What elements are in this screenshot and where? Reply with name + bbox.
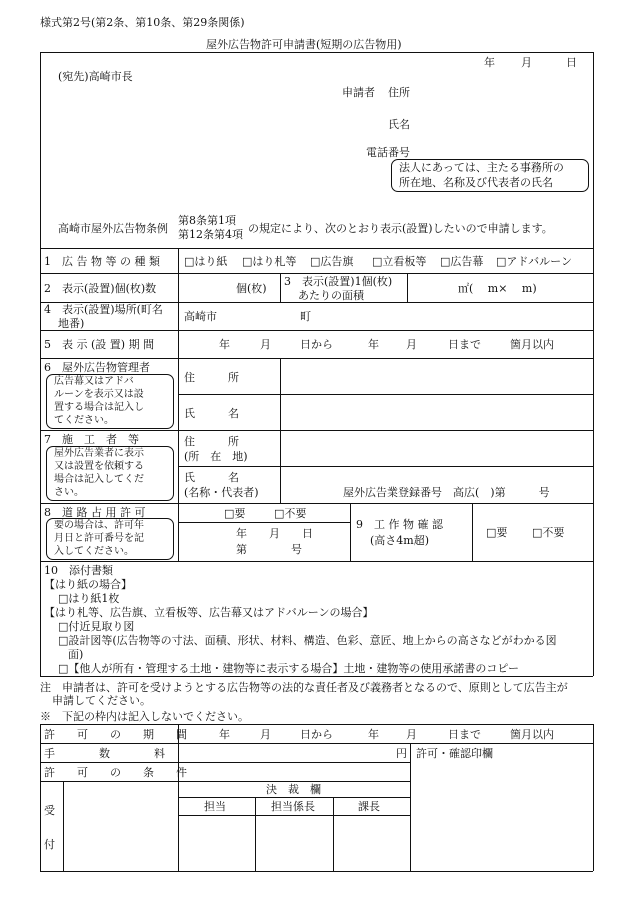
corp-note-line2: 所在地、名称及び代表者の氏名 [399,176,553,189]
office-staff-label: 担当 [204,800,226,813]
item8-note-line: 要の場合は、許可年 [54,520,144,531]
ordinance-name: 高崎市屋外広告物条例 [58,222,168,235]
item8-date: 年 月 日 [236,527,313,540]
row-line [40,330,593,331]
item8-required[interactable]: □要 [224,507,246,520]
applicant-name-label: 氏名 [388,118,410,131]
item6-name-label: 氏 名 [184,407,239,420]
ordinance-article-1: 第8条第1項 [178,214,236,227]
item3-value: ㎡( m× m) [458,282,537,295]
item1-option-tatekanban[interactable]: □立看板等 [372,255,427,268]
item6-address-label: 住 所 [184,371,239,384]
office-period-label: 許 可 の 期 間 [44,728,187,741]
office-period-from: 日から [300,728,333,741]
office-receipt-1: 受 [44,804,55,817]
note-line-2: 申請してください。 [52,694,151,707]
office-period-until: 日まで [448,728,481,741]
office-row-line [40,743,593,744]
item6-note-line: てください。 [54,415,114,426]
item10-label: 10 添付書類 [44,564,113,577]
ordinance-article-2: 第12条第4項 [178,228,243,241]
item9-required[interactable]: □要 [486,526,508,539]
row-line [178,522,350,523]
office-period-year-2: 年 [368,728,379,741]
item7-name-label-1: 氏 名 [184,471,239,484]
office-manager-label: 課長 [358,800,380,813]
office-fee-label: 手 数 料 [44,747,165,760]
office-conditions-label: 許 可 の 条 件 [44,766,187,779]
item6-note-line: 広告幕又はアドバ [54,376,134,387]
item10-line: 面) [68,648,84,661]
col-line [350,503,351,561]
item3-label-1: 3 表示(設置)1個(枚) [284,275,393,288]
row-line [178,394,593,395]
row-line [40,248,593,249]
note-line-1: 注 申請者は、許可を受けようとする広告物等の法的な責任者及び義務者となるので、原則として広告主が [40,681,568,694]
item7-label: 7 施 工 者 等 [44,433,139,446]
addressee: (宛先)高崎市長 [58,70,133,83]
corp-note-line1: 法人にあっては、主たる事務所の [399,161,564,174]
item4-city: 高崎市 [184,310,217,323]
frame-bottom [40,676,593,677]
item4-label-1: 4 表示(設置)場所(町名 [44,303,163,316]
item5-month-2: 月 [406,338,417,351]
item5-year-1: 年 [219,338,230,351]
item8-not-required[interactable]: □不要 [274,507,307,520]
item2-unit: 個(枚) [236,282,267,295]
date-year: 年 [484,56,495,69]
item7-note-line: 場合は記入してくだ [54,474,144,485]
office-decision-label: 決 裁 欄 [266,783,321,796]
item7-name-label-2: (名称・代表者) [184,486,259,499]
item7-address-label-2: (所 在 地) [184,450,248,463]
office-row-line [178,797,410,798]
office-fee-yen: 円 [396,747,407,760]
office-frame-left [40,724,41,871]
office-period-year-1: 年 [219,728,230,741]
item6-note-line: ルーンを表示又は設 [54,389,144,400]
item10-line[interactable]: □設計図等(広告物等の寸法、面積、形状、材料、構造、色彩、意匠、地上からの高さなどがわかる図 [58,634,557,647]
office-period-within: 箇月以内 [510,728,554,741]
office-col-line [255,797,256,871]
col-line [280,358,281,503]
item7-registration: 屋外広告業登録番号 高広( )第 号 [343,486,550,499]
item7-address-label-1: 住 所 [184,435,239,448]
office-col-line [410,743,411,871]
item5-within: 箇月以内 [510,338,554,351]
item2-label: 2 表示(設置)個(枚)数 [44,282,157,295]
item7-note-line: さい。 [54,487,84,498]
office-period-month-2: 月 [406,728,417,741]
item10-line: 【はり紙の場合】 [44,578,132,591]
item10-line[interactable]: □はり紙1枚 [58,592,120,605]
item5-year-2: 年 [368,338,379,351]
office-frame-bottom [40,871,593,872]
date-day: 日 [566,56,577,69]
item1-option-adballoon[interactable]: □アドバルーン [496,255,572,268]
row-line [40,430,593,431]
row-line [178,466,593,467]
item5-label: 5 表 示 (設 置) 期 間 [44,338,155,351]
item1-option-kokokumaku[interactable]: □広告幕 [440,255,484,268]
form-title: 屋外広告物許可申請書(短期の広告物用) [206,38,402,51]
item9-sub: (高さ4m超) [370,534,430,547]
item7-note-line: 又は設置を依頼する [54,461,144,472]
office-frame-top [40,724,593,725]
item1-label: 1 広 告 物 等 の 種 類 [44,255,160,268]
office-col-line [178,724,179,871]
item3-label-2: あたりの面積 [298,289,364,302]
item5-from: 日から [300,338,333,351]
applicant-address-label: 住所 [388,86,410,99]
item5-month-1: 月 [260,338,271,351]
item10-line: 【はり札等、広告旗、立看板等、広告幕又はアドバルーンの場合】 [44,606,374,619]
item4-label-2: 地番) [58,317,85,330]
item8-label: 8 道 路 占 用 許 可 [44,506,146,519]
item7-note-line: 屋外広告業者に表示 [54,448,144,459]
office-row-line [40,762,410,763]
col-line [407,273,408,302]
office-col-line [333,797,334,871]
office-chief-label: 担当係長 [271,800,315,813]
frame-left [40,52,41,676]
ordinance-suffix: の規定により、次のとおり表示(設置)したいので申請します。 [248,222,553,235]
item1-option-kokokuki[interactable]: □広告旗 [310,255,354,268]
office-receipt-2: 付 [44,838,55,851]
item8-number: 第 号 [236,543,302,556]
office-row-line [40,781,410,782]
applicant-label: 申請者 [342,86,375,99]
row-line [40,503,593,504]
col-line [472,503,473,561]
office-col-line [63,781,64,871]
item8-note-line: 月日と許可番号を記 [54,533,144,544]
row-line [40,561,593,562]
office-period-month-1: 月 [260,728,271,741]
item9-not-required[interactable]: □不要 [532,526,565,539]
date-month: 月 [521,56,532,69]
frame-top [40,52,593,53]
item1-option-harifuda[interactable]: □はり札等 [242,255,297,268]
item8-note-line: 入してください。 [54,546,134,557]
row-line [40,358,593,359]
item5-until: 日まで [448,338,481,351]
item6-label: 6 屋外広告物管理者 [44,361,150,374]
item1-option-harigami[interactable]: □はり紙 [184,255,228,268]
frame-right [593,52,594,676]
item10-line[interactable]: □【他人が所有・管理する土地・建物等に表示する場合】土地・建物等の使用承諾書のコピー [58,662,519,675]
item6-note-line: 置する場合は記入し [54,402,144,413]
applicant-phone-label: 電話番号 [366,146,410,159]
col-line [280,273,281,302]
office-frame-right [593,724,594,871]
row-line [40,273,593,274]
form-number: 様式第2号(第2条、第10条、第29条関係) [40,16,245,29]
office-row-line [178,815,410,816]
item10-line[interactable]: □付近見取り図 [58,620,135,633]
office-note: ※ 下記の枠内は記入しないでください。 [40,710,249,723]
item4-town: 町 [300,310,311,323]
col-line [178,248,179,561]
office-seal-label: 許可・確認印欄 [416,747,493,760]
item9-label: 9 工 作 物 確 認 [356,518,443,531]
